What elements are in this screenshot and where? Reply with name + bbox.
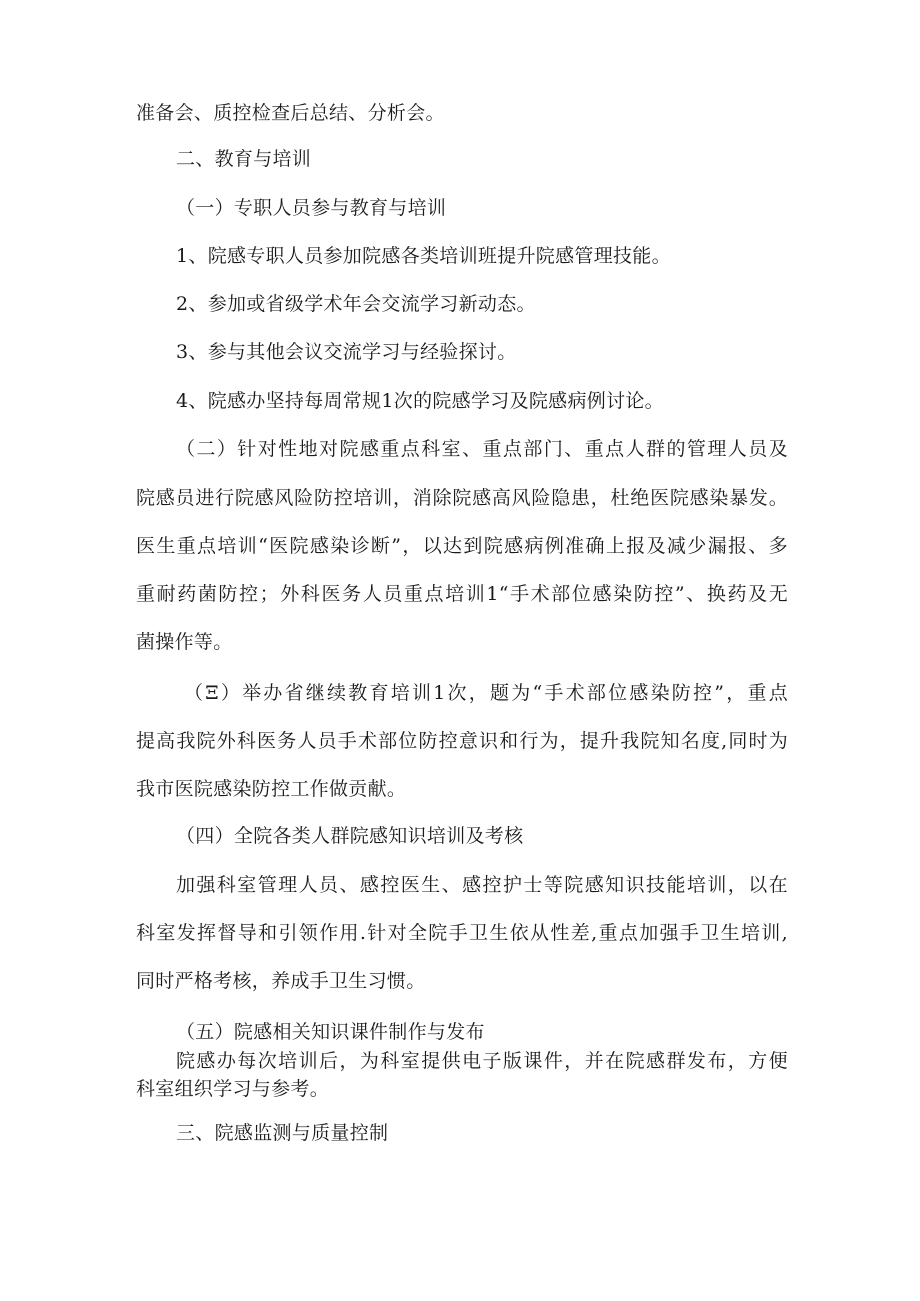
paragraph-line: 重耐药菌防控；外科医务人员重点培训1“手术部位感染防控”、换药及无 (136, 583, 788, 605)
text-line: 准备会、质控检查后总结、分析会。 (136, 102, 445, 124)
paragraph-line: 院感办每次培训后，为科室提供电子版课件，并在院感群发布，方便 (176, 1050, 788, 1072)
paragraph-line: （Ξ）举办省继续教育培训1次，题为“手术部位感染防控”，重点 (184, 682, 788, 704)
paragraph-line: 我市医院感染防控工作做贡献。 (136, 778, 407, 800)
paragraph-line: 菌操作等。 (136, 631, 233, 653)
subsection-heading: （一）专职人员参与教育与培训 (176, 197, 447, 219)
section-heading: 三、院感监测与质量控制 (176, 1122, 389, 1144)
paragraph-line: 医生重点培训“医院感染诊断”，以达到院感病例准确上报及减少漏报、多 (136, 535, 788, 557)
paragraph-line: 同时严格考核，养成手卫生习惯。 (136, 970, 426, 992)
list-item: 3、参与其他会议交流学习与经验探讨。 (176, 341, 517, 363)
paragraph-line: 科室发挥督导和引领作用.针对全院手卫生依从性差,重点加强手卫生培训, (136, 922, 788, 944)
list-item: 4、院感办坚持每周常规1次的院感学习及院感病例讨论。 (176, 390, 664, 412)
subsection-heading: （四）全院各类人群院感知识培训及考核 (176, 825, 524, 847)
paragraph-line: 科室组织学习与参考。 (136, 1078, 330, 1100)
list-item: 1、院感专职人员参加院感各类培训班提升院感管理技能。 (176, 245, 671, 267)
paragraph-line: 加强科室管理人员、感控医生、感控护士等院感知识技能培训，以在 (176, 874, 788, 896)
paragraph-line: 提高我院外科医务人员手术部位防控意识和行为，提升我院知名度,同时为 (136, 730, 788, 752)
section-heading: 二、教育与培训 (176, 148, 312, 170)
paragraph-line: （二）针对性地对院感重点科室、重点部门、重点人群的管理人员及 (176, 438, 788, 460)
paragraph-line: 院感员进行院感风险防控培训，消除院感高风险隐患，杜绝医院感染暴发。 (136, 487, 788, 509)
list-item: 2、参加或省级学术年会交流学习新动态。 (176, 293, 536, 315)
subsection-heading: （五）院感相关知识课件制作与发布 (176, 1021, 485, 1043)
